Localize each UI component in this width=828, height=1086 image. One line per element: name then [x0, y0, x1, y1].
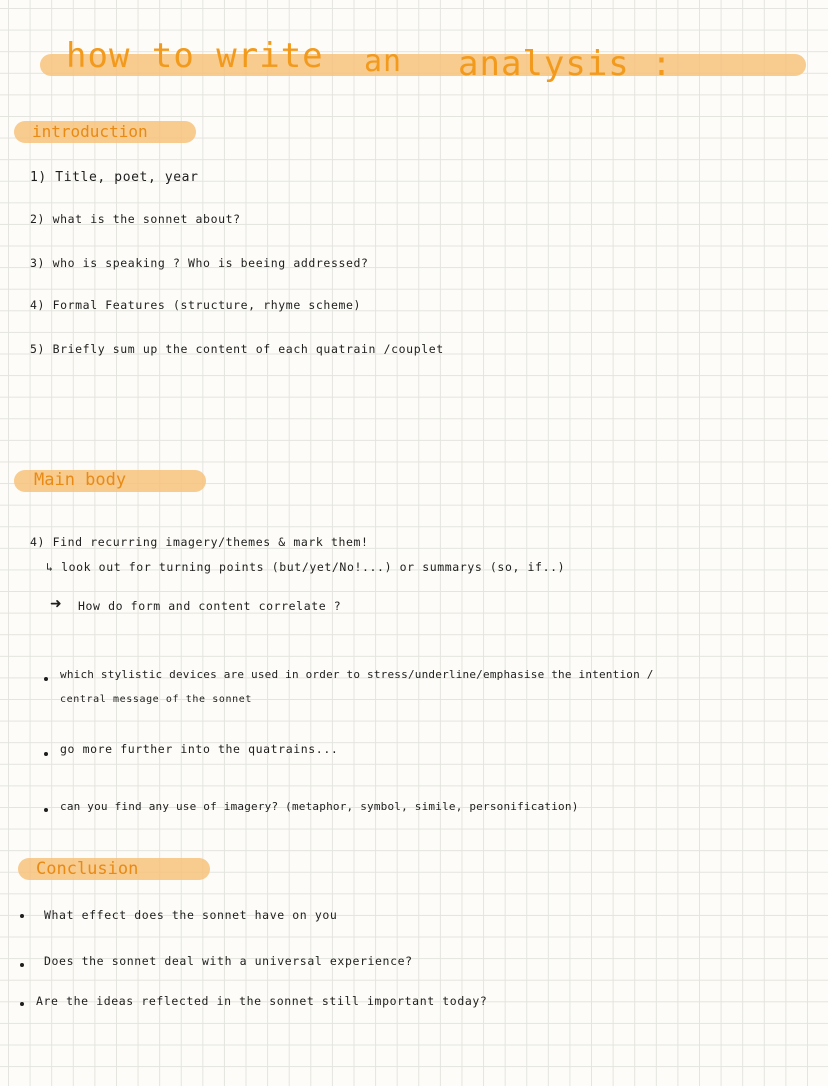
- title-part-1: how to write: [66, 36, 324, 76]
- bullet-dot: [44, 808, 48, 812]
- intro-item-4: 4) Formal Features (structure, rhyme scheme): [30, 298, 362, 312]
- main-bullet-2: go more further into the quatrains...: [60, 742, 339, 756]
- intro-item-1: 1) Title, poet, year: [30, 170, 199, 185]
- conclusion-bullet-2: Does the sonnet deal with a universal experience?: [44, 954, 413, 968]
- bullet-dot: [20, 1002, 24, 1006]
- bullet-dot: [44, 752, 48, 756]
- title-part-2: an: [364, 44, 403, 79]
- conclusion-bullet-3: Are the ideas reflected in the sonnet still important today?: [36, 994, 488, 1008]
- conclusion-bullet-1: What effect does the sonnet have on you: [44, 908, 338, 922]
- look-text: look out for turning points (but/yet/No!...) or summarys (so, if..): [61, 560, 566, 574]
- intro-item-5: 5) Briefly sum up the content of each quatrain /couplet: [30, 342, 444, 356]
- main-body-heading: Main body: [34, 470, 127, 490]
- bullet-dot: [20, 914, 24, 918]
- return-arrow-icon: ↳: [46, 560, 62, 574]
- main-find-line: 4) Find recurring imagery/themes & mark them!: [30, 535, 369, 549]
- main-how-line: How do form and content correlate ?: [78, 599, 342, 613]
- introduction-heading: introduction: [32, 122, 148, 141]
- main-bullet-3: can you find any use of imagery? (metaphor, symbol, simile, personification): [60, 800, 579, 813]
- bullet-dot: [20, 963, 24, 967]
- arrow-right-icon: ➜: [50, 596, 62, 612]
- main-bullet-1-line-2: central message of the sonnet: [60, 694, 252, 705]
- main-bullet-1-line-1: which stylistic devices are used in order to stress/underline/emphasise the intention /: [60, 668, 654, 681]
- title-part-3: analysis :: [458, 44, 673, 84]
- intro-item-3: 3) who is speaking ? Who is beeing addressed?: [30, 256, 369, 270]
- main-look-line: [46, 560, 565, 574]
- bullet-dot: [44, 677, 48, 681]
- conclusion-heading: Conclusion: [36, 859, 139, 879]
- intro-item-2: 2) what is the sonnet about?: [30, 212, 241, 226]
